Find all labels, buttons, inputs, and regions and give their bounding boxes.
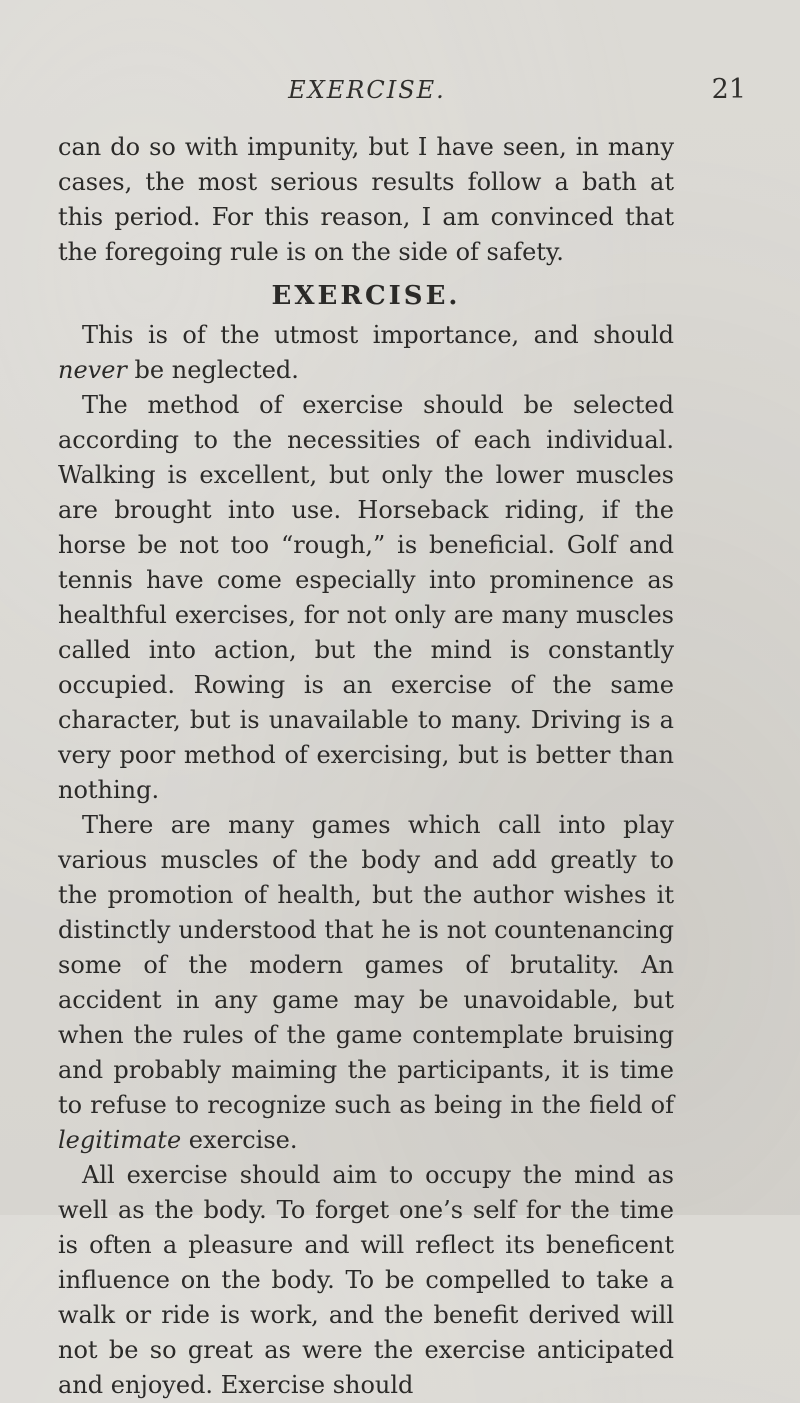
- continued-paragraph: can do so with impunity, but I have seen, in many cases, the most serious results follow a bath at this period. For this reason, I am convinced that the foregoing rule is on the side of safety.: [58, 133, 674, 266]
- emphasis-legitimate: legitimate: [58, 1126, 182, 1154]
- emphasis-never: never: [58, 356, 127, 384]
- section-heading: EXERCISE.: [271, 281, 461, 311]
- paragraph-mind: All exercise should aim to occupy the mind as well as the body. To forget one’s self for the time is often a pleasure and will reflect its beneficent influence on the body. To be compelled to take a walk or ride is work, and the benefit derived will not be so great as were the exercise anticipated and enjoyed. Exercise should: [58, 1161, 674, 1399]
- paragraph-games-text-1: There are many games which call into play various muscles of the body and add greatly to the promotion of health, but the author wishes it distinctly understood that he is not countenancing some of the modern games of brutality. An accident in any game may be unavoidable, but when the rules of the game contemplate bruising and probably maiming the participants, it is time to refuse to recognize such as being in the field of: [58, 811, 674, 1119]
- paragraph-games: [58, 808, 674, 1158]
- paragraph-importance-text-2: be neglected.: [126, 356, 299, 384]
- running-head: [58, 74, 746, 110]
- paragraph-importance-text-1: This is of the utmost importance, and should: [82, 321, 674, 349]
- paragraph-games-text-2: exercise.: [181, 1126, 298, 1154]
- paragraph-importance: [58, 318, 674, 388]
- running-title: EXERCISE.: [288, 76, 446, 104]
- body-text: [58, 130, 674, 1403]
- page-number: 21: [711, 74, 746, 105]
- paragraph-method: The method of exercise should be selected according to the necessities of each individual. Walking is excellent, but only the lower muscles are brought into use. Horseback riding, if the horse be not too “rough,” is beneficial. Golf and tennis have come especially into prominence as healthful exercises, for not only are many muscles called into action, but the mind is constantly occupied. Rowing is an exercise of the same character, but is unavailable to many. Driving is a very poor method of exercising, but is better than nothing.: [58, 391, 674, 804]
